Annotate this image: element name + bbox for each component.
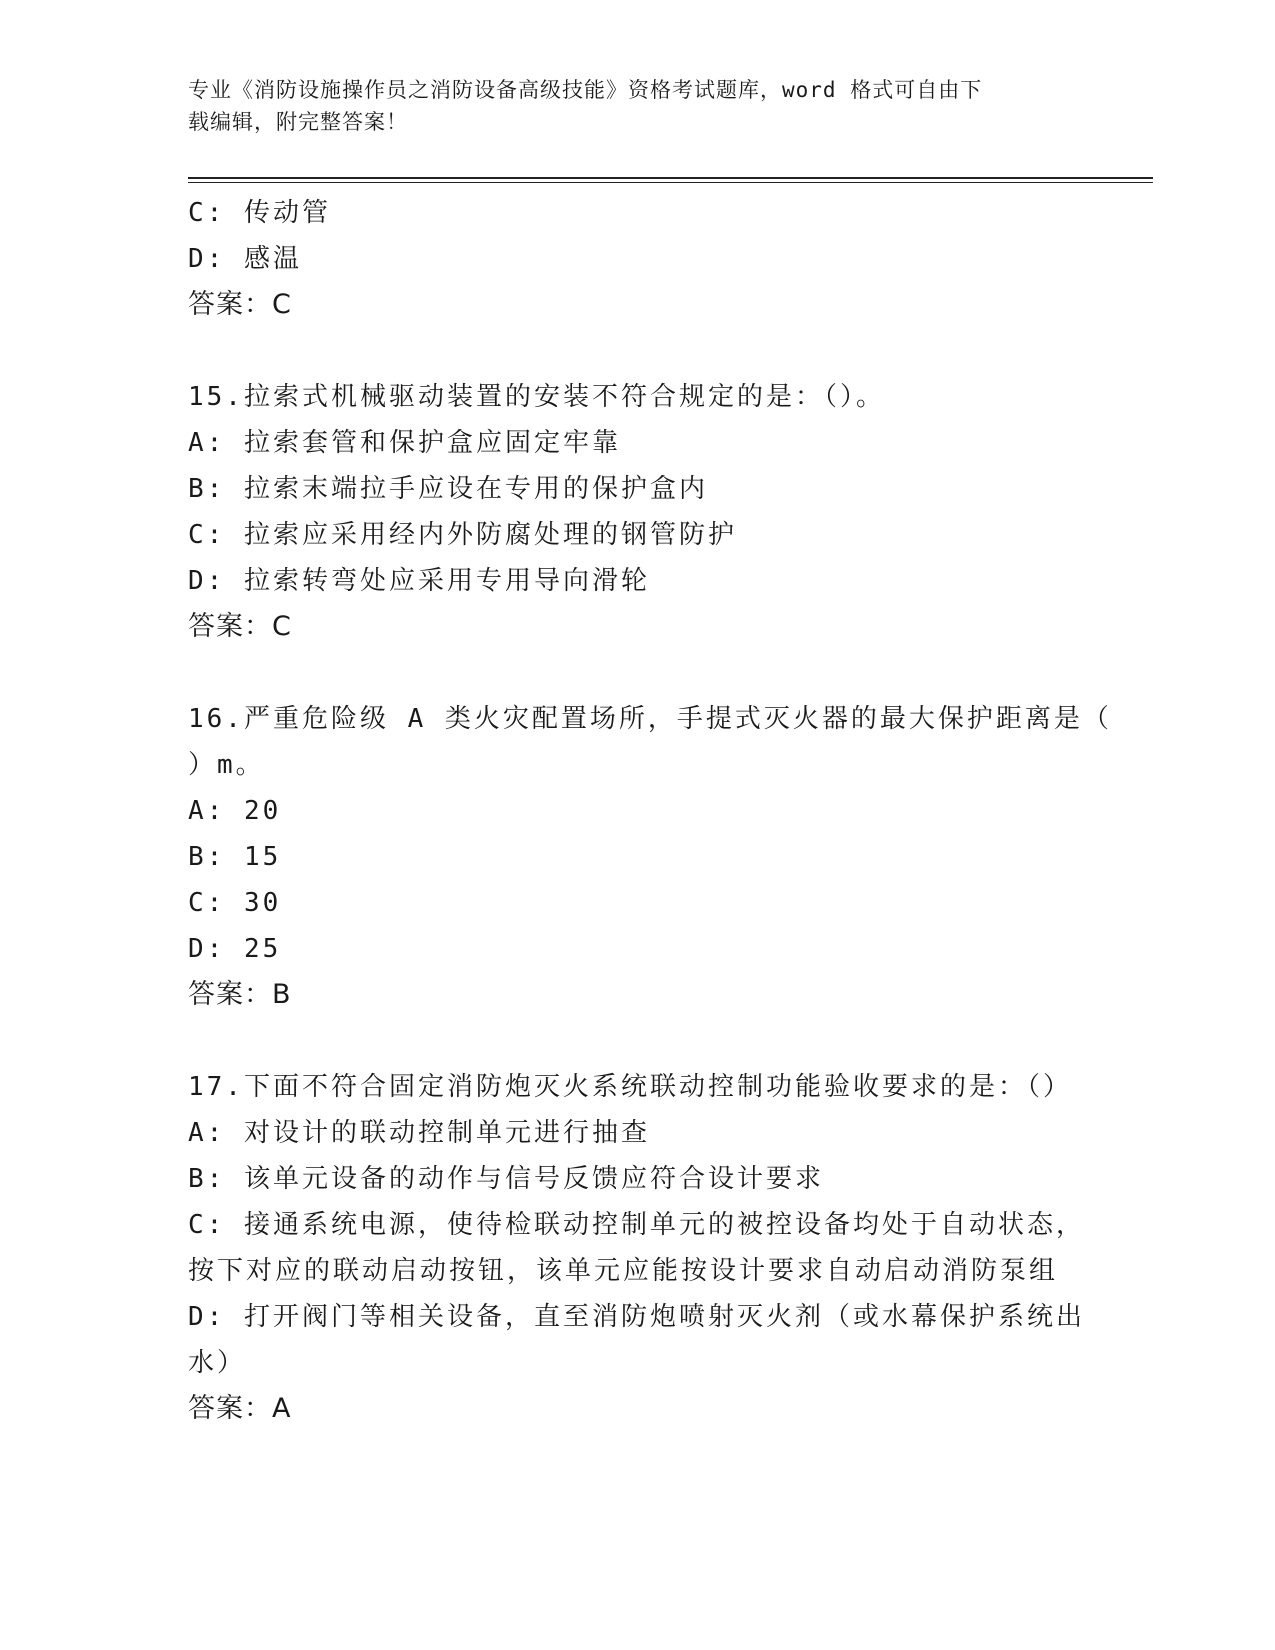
option-d: D: 拉索转弯处应采用专用导向滑轮 (188, 566, 650, 596)
option-b: B: 拉索末端拉手应设在专用的保护盒内 (188, 474, 708, 504)
header-line-1: 专业《消防设施操作员之消防设备高级技能》资格考试题库，word 格式可自由下 (188, 78, 983, 102)
option-c: C: 30 (188, 888, 282, 918)
question-15 (188, 374, 1088, 650)
answer-line: 答案：C (188, 611, 292, 642)
question-16 (188, 696, 1112, 1018)
question-stem: 15.拉索式机械驱动装置的安装不符合规定的是：（）。 (188, 382, 885, 412)
option-c: C: 拉索应采用经内外防腐处理的钢管防护 (188, 520, 737, 550)
option-a: A: 拉索套管和保护盒应固定牢靠 (188, 428, 621, 458)
option-a: A: 20 (188, 796, 282, 826)
question-17 (188, 1064, 1088, 1432)
option-c: C: 接通系统电源，使待检联动控制单元的被控设备均处于自动状态， (188, 1210, 1085, 1240)
answer-line: 答案：A (188, 1393, 292, 1424)
question-stem-continued: ）m。 (188, 750, 265, 780)
option-d-continued: 水） (188, 1348, 247, 1378)
option-a: A: 对设计的联动控制单元进行抽查 (188, 1118, 650, 1148)
question-14-partial (188, 190, 1088, 328)
question-stem: 17.下面不符合固定消防炮灭火系统联动控制功能验收要求的是：（） (188, 1072, 1072, 1102)
answer-line: 答案：B (188, 979, 292, 1010)
header-line-2: 载编辑，附完整答案！ (188, 110, 408, 134)
option-d: D: 感温 (188, 244, 302, 274)
option-b: B: 该单元设备的动作与信号反馈应符合设计要求 (188, 1164, 824, 1194)
option-d: D: 25 (188, 934, 282, 964)
question-list (188, 190, 1112, 1432)
header-divider (188, 177, 1153, 183)
option-c-continued: 按下对应的联动启动按钮，该单元应能按设计要求自动启动消防泵组 (188, 1256, 1059, 1286)
option-c: C: 传动管 (188, 198, 331, 228)
option-b: B: 15 (188, 842, 282, 872)
option-d: D: 打开阀门等相关设备，直至消防炮喷射灭火剂（或水幕保护系统出 (188, 1302, 1085, 1332)
question-stem: 16.严重危险级 A 类火灾配置场所，手提式灭火器的最大保护距离是（ (188, 704, 1112, 734)
answer-line: 答案：C (188, 289, 292, 320)
document-header (188, 74, 1068, 138)
